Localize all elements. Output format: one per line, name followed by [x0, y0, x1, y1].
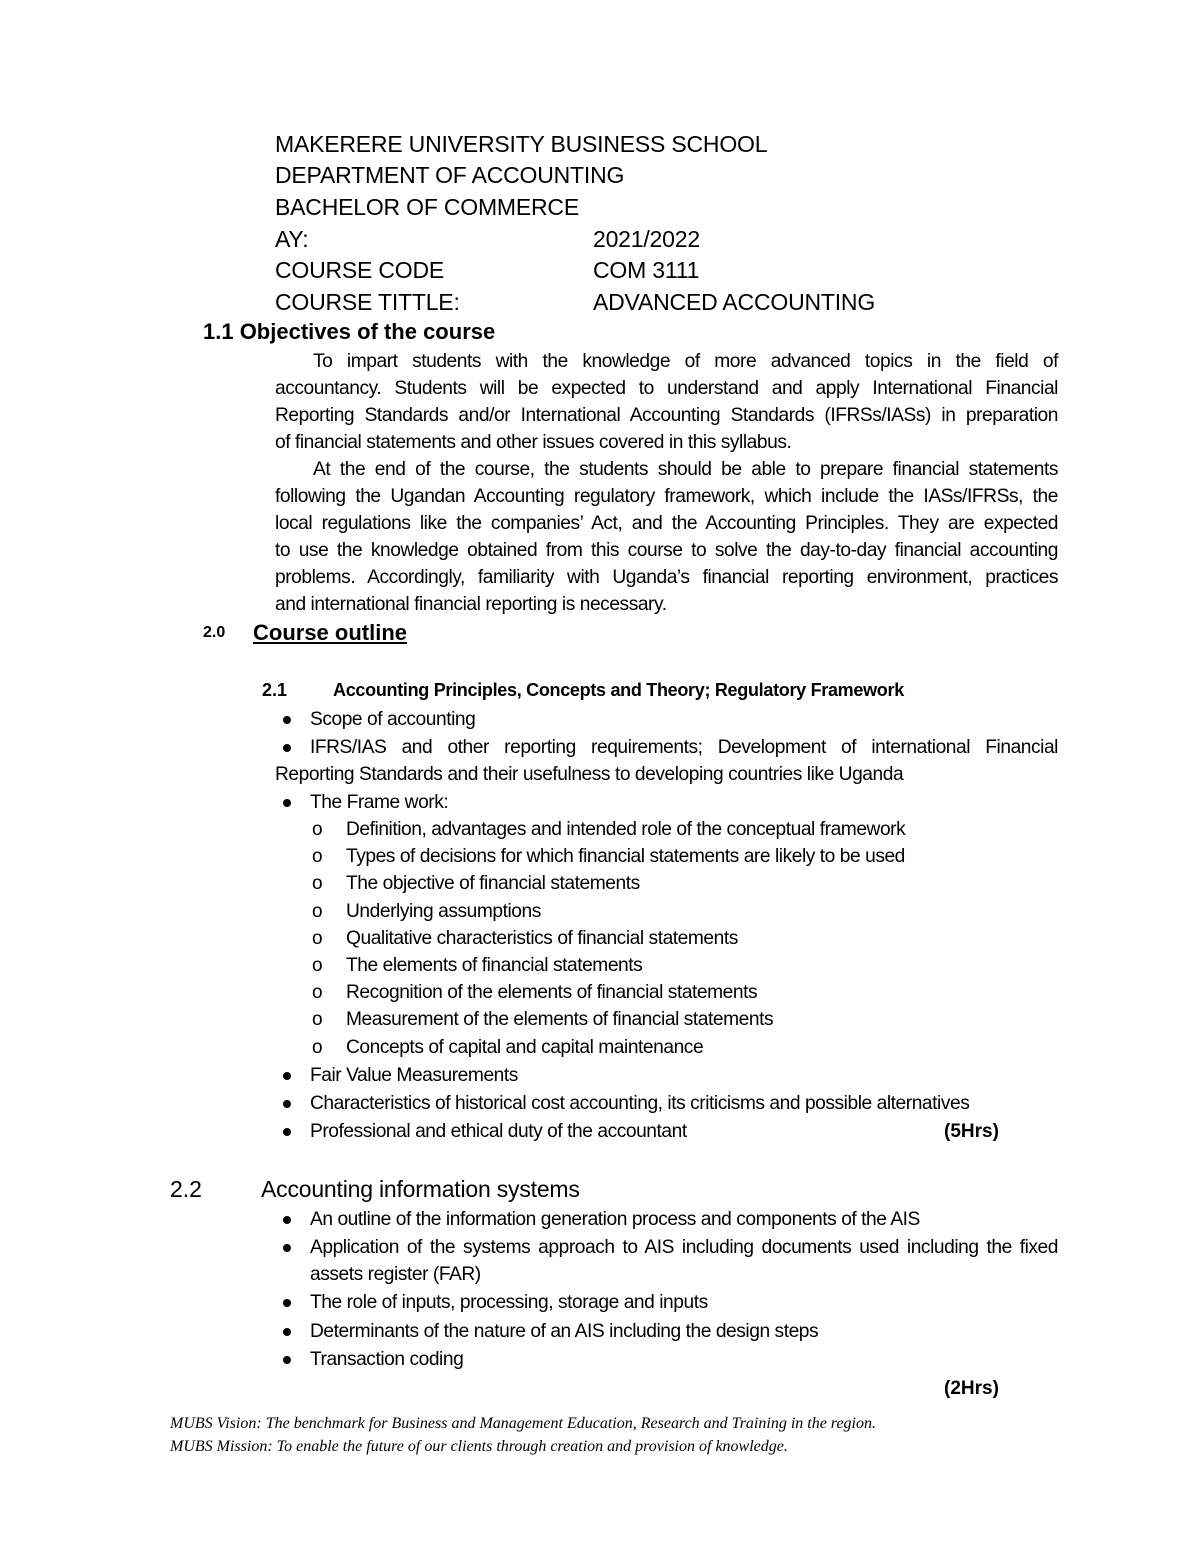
paragraph-line: accountancy. Students will be expected to understand and apply International Financial — [275, 378, 1058, 399]
bullet-icon — [283, 1328, 291, 1336]
sub-list-item: Concepts of capital and capital maintenance — [346, 1037, 704, 1058]
paragraph-line: of financial statements and other issues covered in this syllabus. — [275, 432, 792, 453]
sub-list-item: The objective of financial statements — [346, 873, 640, 894]
sub-list-item: The elements of financial statements — [346, 955, 643, 976]
sub-list-item: Definition, advantages and intended role of the conceptual framework — [346, 819, 906, 840]
hollow-bullet-icon: o — [312, 1009, 323, 1030]
list-item: Fair Value Measurements — [310, 1065, 518, 1086]
hollow-bullet-icon: o — [312, 846, 323, 867]
list-item: Scope of accounting — [310, 709, 476, 730]
list-item: Application of the systems approach to AIS including documents used including the fixed — [310, 1237, 1058, 1258]
bullet-icon — [283, 1216, 291, 1224]
bullet-icon — [283, 744, 291, 752]
paragraph-line: and international financial reporting is necessary. — [275, 594, 667, 615]
section-2-2-number: 2.2 — [170, 1176, 202, 1202]
section-2-1-hours: (5Hrs) — [944, 1121, 999, 1142]
programme-name: BACHELOR OF COMMERCE — [275, 194, 579, 220]
footer-mission: MUBS Mission: To enable the future of our clients through creation and provision of knowledge. — [170, 1438, 788, 1455]
hollow-bullet-icon: o — [312, 928, 323, 949]
course-title-label: COURSE TITTLE: — [275, 289, 460, 315]
bullet-icon — [283, 1100, 291, 1108]
bullet-icon — [283, 1128, 291, 1136]
list-item: The Frame work: — [310, 792, 449, 813]
paragraph-line: following the Ugandan Accounting regulatory framework, which include the IASs/IFRSs, the — [275, 486, 1058, 507]
bullet-icon — [283, 1244, 291, 1252]
objectives-heading: 1.1 Objectives of the course — [203, 319, 496, 344]
bullet-icon — [283, 1356, 291, 1364]
bullet-icon — [283, 716, 291, 724]
objectives-paragraph-1 — [275, 348, 1058, 456]
section-2-1-title: Accounting Principles, Concepts and Theory; Regulatory Framework — [333, 680, 904, 700]
list-item: Transaction coding — [310, 1349, 464, 1370]
list-item: Determinants of the nature of an AIS including the design steps — [310, 1321, 819, 1342]
sub-list-item: Qualitative characteristics of financial statements — [346, 928, 738, 949]
sub-list-item: Types of decisions for which financial statements are likely to be used — [346, 846, 905, 867]
outline-title: Course outline — [253, 620, 408, 645]
course-code-label: COURSE CODE — [275, 257, 445, 283]
course-code-value: COM 3111 — [593, 257, 700, 283]
sub-list-item: Recognition of the elements of financial statements — [346, 982, 758, 1003]
paragraph-line: to use the knowledge obtained from this course to solve the day-to-day financial accounting — [275, 540, 1058, 561]
ay-value: 2021/2022 — [593, 226, 700, 252]
section-2-2-hours: (2Hrs) — [944, 1378, 999, 1399]
objectives-paragraph-2 — [275, 456, 1058, 618]
list-item: IFRS/IAS and other reporting requirements; Development of international Financial — [310, 737, 1058, 758]
hollow-bullet-icon: o — [312, 819, 323, 840]
bullet-icon — [283, 1299, 291, 1307]
paragraph-line: local regulations like the companies’ Act, and the Accounting Principles. They are expected — [275, 513, 1058, 534]
list-item-continuation: Reporting Standards and their usefulness to developing countries like Uganda — [275, 764, 904, 785]
ay-label: AY: — [275, 226, 309, 252]
course-title-value: ADVANCED ACCOUNTING — [593, 289, 876, 315]
list-item: Characteristics of historical cost accounting, its criticisms and possible alternatives — [310, 1093, 970, 1114]
paragraph-line: problems. Accordingly, familiarity with Uganda’s financial reporting environment, practices — [275, 567, 1058, 588]
university-name: MAKERERE UNIVERSITY BUSINESS SCHOOL — [275, 131, 768, 157]
paragraph-line: Reporting Standards and/or International Accounting Standards (IFRSs/IASs) in preparation — [275, 405, 1058, 426]
hollow-bullet-icon: o — [312, 982, 323, 1003]
hollow-bullet-icon: o — [312, 901, 323, 922]
paragraph-line: To impart students with the knowledge of more advanced topics in the field of — [313, 351, 1058, 372]
paragraph-line: At the end of the course, the students should be able to prepare financial statements — [313, 459, 1058, 480]
list-item: An outline of the information generation process and components of the AIS — [310, 1209, 920, 1230]
sub-list-item: Measurement of the elements of financial statements — [346, 1009, 774, 1030]
list-item: Professional and ethical duty of the accountant — [310, 1121, 687, 1142]
section-2-2-title: Accounting information systems — [261, 1176, 580, 1202]
sub-list-item: Underlying assumptions — [346, 901, 541, 922]
list-item: The role of inputs, processing, storage and inputs — [310, 1292, 708, 1313]
hollow-bullet-icon: o — [312, 1037, 323, 1058]
outline-number: 2.0 — [203, 624, 226, 641]
bullet-icon — [283, 799, 291, 807]
section-2-1-number: 2.1 — [262, 680, 288, 700]
list-item-continuation: assets register (FAR) — [310, 1264, 481, 1285]
hollow-bullet-icon: o — [312, 873, 323, 894]
footer-vision: MUBS Vision: The benchmark for Business and Management Education, Research and Training in the region. — [170, 1415, 876, 1432]
bullet-icon — [283, 1072, 291, 1080]
department-name: DEPARTMENT OF ACCOUNTING — [275, 162, 625, 188]
hollow-bullet-icon: o — [312, 955, 323, 976]
